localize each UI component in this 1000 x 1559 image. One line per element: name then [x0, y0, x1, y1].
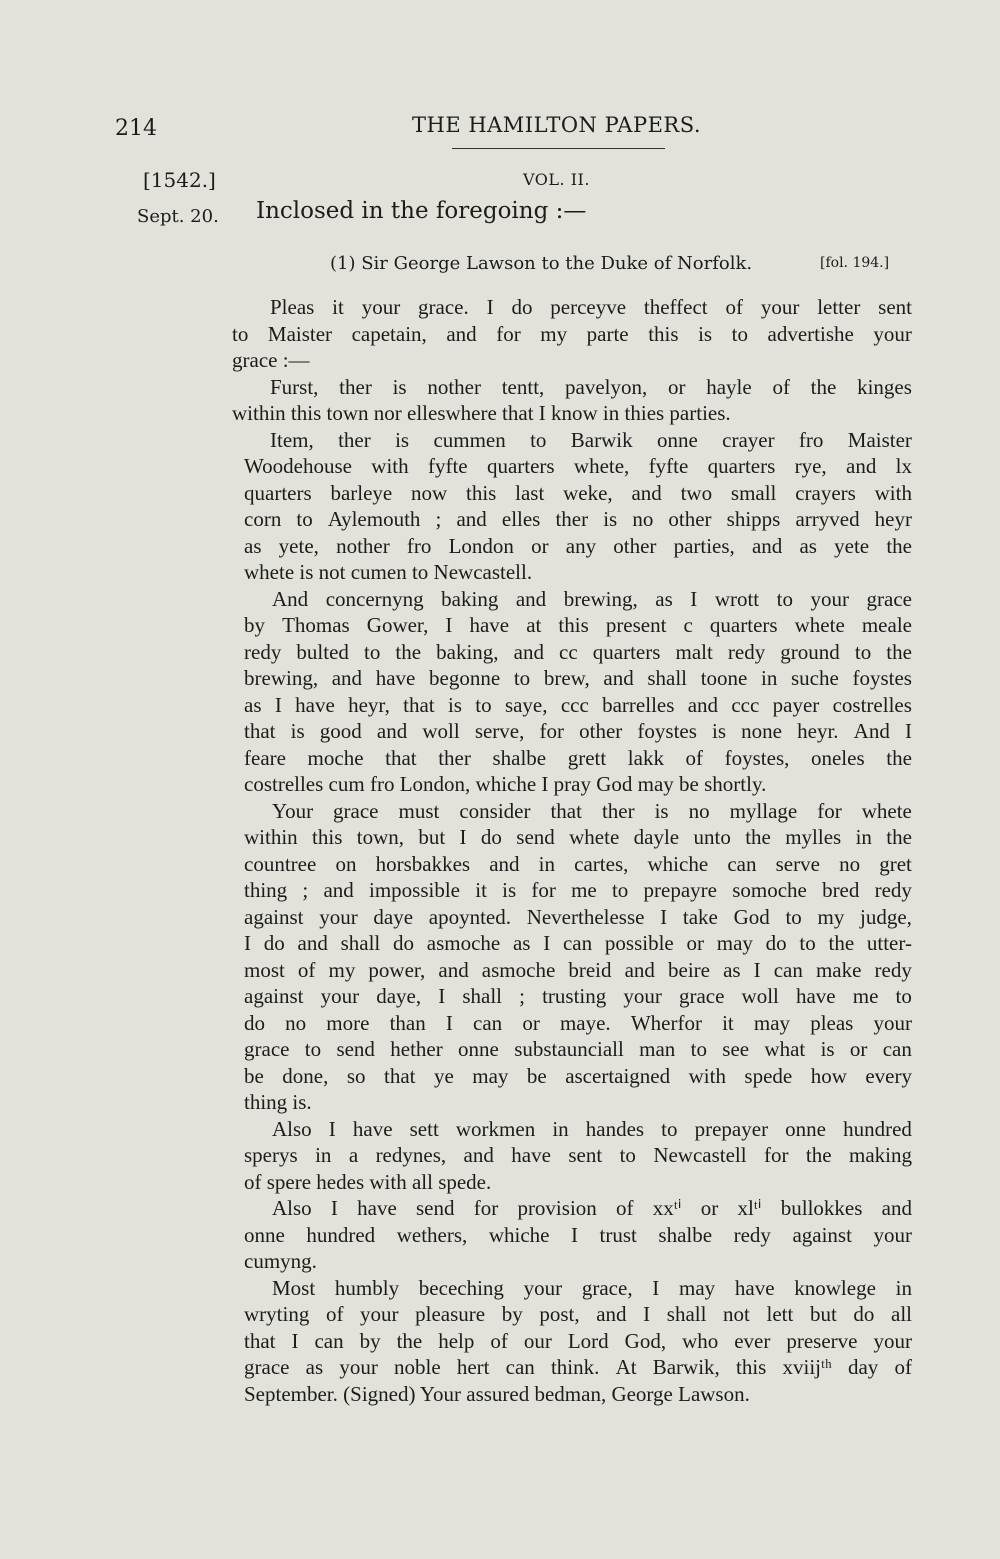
entry-date: Sept. 20.: [137, 206, 219, 227]
text-line: Also I have send for provision of xxᵗⁱ or xlᵗⁱ bullokkes and: [272, 1196, 912, 1220]
page-number: 214: [115, 116, 157, 141]
text-line: that I can by the help of our Lord God, who ever preserve your: [244, 1328, 912, 1353]
text-line: redy bulted to the baking, and cc quarters malt redy ground to the: [244, 639, 912, 664]
text-line: Your grace must consider that ther is no myllage for whete: [272, 798, 912, 823]
text-line: within this town nor elleswhere that I know in thies parties.: [232, 401, 731, 425]
text-line: against your daye apoynted. Neverthelesse I take God to my judge,: [244, 904, 912, 929]
title-rule: [452, 148, 665, 149]
text-line: sperys in a redynes, and have sent to Newcastell for the making: [244, 1143, 912, 1167]
folio-reference: [fol. 194.]: [820, 255, 890, 271]
text-line: thing ; and impossible it is for me to prepayre somoche bred redy: [244, 878, 912, 902]
text-line: most of my power, and asmoche breid and beire as I can make redy: [244, 957, 912, 982]
text-line: as yete, nother fro London or any other parties, and as yete the: [244, 533, 912, 558]
year-marker: [1542.]: [143, 168, 216, 192]
volume-label: VOL. II.: [523, 170, 590, 189]
text-line: I do and shall do asmoche as I can possible or may do to the utter-: [244, 931, 912, 955]
text-line: within this town, but I do send whete dayle unto the mylles in the: [244, 825, 912, 849]
text-line: grace as your noble hert can think. At Barwik, this xviijᵗʰ day of: [244, 1355, 912, 1379]
text-line: grace :—: [232, 348, 310, 372]
text-line: costrelles cum fro London, whiche I pray God may be shortly.: [244, 772, 767, 796]
text-line: whete is not cumen to Newcastell.: [244, 560, 533, 584]
text-line: be done, so that ye may be ascertaigned with spede how every: [244, 1063, 912, 1088]
text-line: brewing, and have begonne to brew, and shall toone in suche foystes: [244, 666, 912, 690]
document-heading: (1) Sir George Lawson to the Duke of Norfolk.: [330, 253, 753, 274]
text-line: grace to send hether onne substaunciall man to see what is or can: [244, 1037, 912, 1061]
text-line: Furst, ther is nother tentt, pavelyon, or hayle of the kinges: [270, 374, 912, 399]
enclosure-heading: Inclosed in the foregoing :—: [256, 198, 587, 224]
text-line: do no more than I can or maye. Wherfor it may pleas your: [244, 1010, 912, 1035]
text-line: of spere hedes with all spede.: [244, 1169, 492, 1194]
text-line: onne hundred wethers, whiche I trust shalbe redy against your: [244, 1222, 912, 1247]
text-line: to Maister capetain, and for my parte this is to advertishe your: [232, 321, 912, 346]
text-line: that is good and woll serve, for other foystes is none heyr. And I: [244, 719, 912, 743]
text-line: Item, ther is cummen to Barwik onne crayer fro Maister: [270, 427, 912, 452]
text-line: quarters barleye now this last weke, and two small crayers with: [244, 480, 912, 505]
text-line: corn to Aylemouth ; and elles ther is no other shipps arryved heyr: [244, 507, 912, 531]
text-line: Woodehouse with fyfte quarters whete, fyfte quarters rye, and lx: [244, 454, 912, 478]
text-line: wryting of your pleasure by post, and I shall not lett but do all: [244, 1302, 912, 1326]
text-line: Most humbly beceching your grace, I may have knowlege in: [272, 1275, 912, 1300]
text-line: against your daye, I shall ; trusting your grace woll have me to: [244, 984, 912, 1008]
text-line: as I have heyr, that is to saye, ccc barrelles and ccc payer costrelles: [244, 692, 912, 717]
text-line: September. (Signed) Your assured bedman, George Lawson.: [244, 1381, 750, 1406]
text-line: countree on horsbakkes and in cartes, whiche can serve no gret: [244, 851, 912, 876]
text-line: thing is.: [244, 1090, 312, 1114]
letter-body: [232, 294, 912, 1407]
text-line: Pleas it your grace. I do perceyve theffect of your letter sent: [270, 295, 912, 319]
running-title: THE HAMILTON PAPERS.: [412, 113, 702, 137]
text-line: by Thomas Gower, I have at this present c quarters whete meale: [244, 613, 912, 637]
text-line: And concernyng baking and brewing, as I wrott to your grace: [272, 586, 912, 611]
text-line: feare moche that ther shalbe grett lakk of foystes, oneles the: [244, 745, 912, 770]
text-line: Also I have sett workmen in handes to prepayer onne hundred: [272, 1116, 912, 1141]
text-line: cumyng.: [244, 1249, 317, 1273]
